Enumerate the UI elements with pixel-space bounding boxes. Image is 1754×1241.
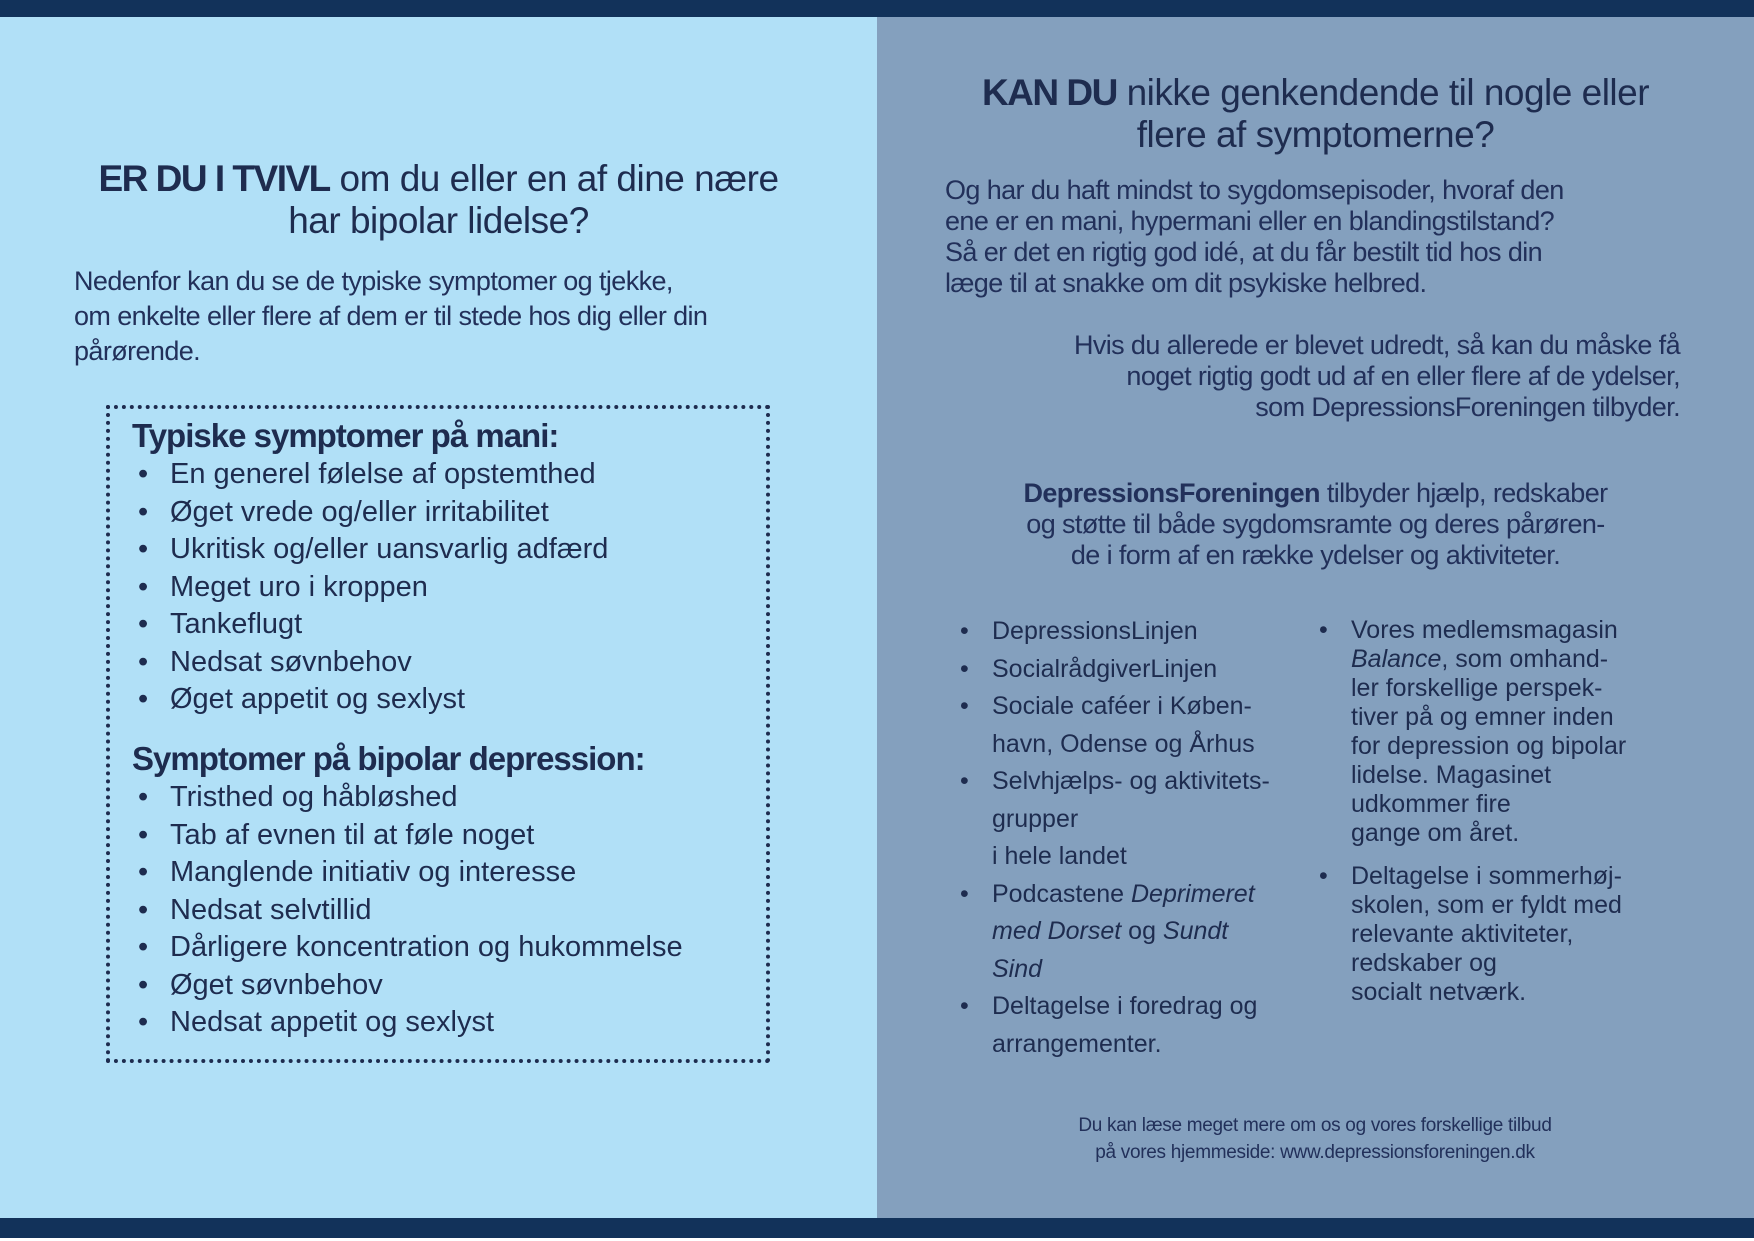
list-item-line: • Sociale caféer i Køben-	[992, 692, 1252, 720]
list-item	[958, 988, 1318, 1063]
list-item-line: lidelse. Magasinet	[1351, 761, 1552, 789]
list-item-line: havn, Odense og Århus	[992, 729, 1255, 758]
list-item: • Tab af evnen til at føle noget	[132, 817, 683, 855]
list-item-line: i hele landet	[992, 842, 1127, 870]
list-item: • SocialrådgiverLinjen	[958, 651, 1318, 689]
list-item-line: • Deltagelse i sommerhøj-	[1351, 862, 1622, 890]
top-border-bar	[0, 0, 1754, 17]
list-item-line: • Deltagelse i foredrag og	[992, 992, 1258, 1020]
paragraph-line: læge til at snakke om dit psykiske helbred.	[945, 268, 1427, 298]
list-item-line: gange om året.	[1351, 819, 1520, 847]
left-intro-line: pårørende.	[74, 336, 201, 366]
list-item-line: for depression og bipolar	[1351, 732, 1627, 760]
right-paragraph-2	[900, 330, 1680, 423]
left-intro-line: om enkelte eller flere af dem er til stede hos dig eller din	[74, 301, 708, 331]
list-item-line: grupper	[992, 804, 1079, 833]
list-item	[958, 688, 1318, 763]
list-item	[1317, 616, 1677, 848]
list-item-line	[1351, 645, 1677, 674]
paragraph-line	[917, 478, 1714, 509]
list-item: • Nedsat søvnbehov	[132, 644, 608, 682]
list-item-line	[992, 913, 1318, 951]
list-item-line	[992, 876, 1318, 914]
list-item	[1317, 862, 1677, 1007]
paragraph-line: Hvis du allerede er blevet udredt, så kan du måske få	[1073, 330, 1680, 360]
left-heading-line1	[40, 158, 837, 200]
list-item: • Meget uro i kroppen	[132, 569, 608, 607]
right-paragraph-1	[945, 175, 1725, 299]
left-heading	[40, 158, 837, 242]
list-item: • En generel følelse af opstemthed	[132, 456, 608, 494]
podcast-title: Sind	[992, 954, 1043, 983]
left-heading-bold: ER DU I TVIVL	[98, 158, 330, 199]
offers-list-column-1	[958, 613, 1318, 1063]
podcast-prefix: Podcastene	[992, 879, 1131, 908]
list-item-line: ler forskellige perspek-	[1351, 674, 1603, 702]
left-intro	[74, 264, 854, 369]
list-item: • Ukritisk og/eller uansvarlig adfærd	[132, 531, 608, 569]
list-item	[958, 876, 1318, 989]
list-item: • Øget appetit og sexlyst	[132, 681, 608, 719]
list-item-line: redskaber og	[1351, 949, 1497, 977]
list-item-line: skolen, som er fyldt med	[1351, 891, 1622, 919]
list-item-line: udkommer fire	[1351, 790, 1511, 818]
list-item: • Øget søvnbehov	[132, 967, 683, 1005]
list-item: • Nedsat appetit og sexlyst	[132, 1004, 683, 1042]
list-item-line: socialt netværk.	[1351, 978, 1527, 1006]
left-intro-line: Nedenfor kan du se de typiske symptomer og tjekke,	[74, 266, 673, 296]
paragraph-line: og støtte til både sygdomsramte og deres pårøren-	[1026, 509, 1605, 539]
right-heading-line1	[917, 72, 1714, 114]
mania-symptom-list	[132, 456, 608, 719]
list-item: • Nedsat selvtillid	[132, 892, 683, 930]
footer-note	[1000, 1112, 1630, 1166]
right-paragraph-3	[917, 478, 1714, 571]
footer-line: Du kan læse meget mere om os og vores forskellige tilbud	[1078, 1115, 1552, 1136]
right-heading-line2: flere af symptomerne?	[1136, 114, 1495, 155]
list-item: • Manglende initiativ og interesse	[132, 854, 683, 892]
list-item: • Tristhed og håbløshed	[132, 779, 683, 817]
list-item-line: relevante aktiviteter,	[1351, 920, 1574, 948]
list-item-line: arrangementer.	[992, 1029, 1162, 1058]
depression-symptom-list	[132, 779, 683, 1042]
list-item-line: tiver på og emner inden	[1351, 703, 1614, 731]
podcast-title: Deprimeret	[1131, 879, 1255, 908]
list-item: • Øget vrede og/eller irritabilitet	[132, 494, 608, 532]
right-heading-rest: nikke genkendende til nogle eller	[1116, 72, 1650, 113]
paragraph-line: som DepressionsForeningen tilbyder.	[1255, 392, 1680, 422]
list-item	[958, 763, 1318, 876]
left-heading-rest: om du eller en af dine nære	[329, 158, 779, 199]
podcast-connector: og	[1121, 917, 1163, 945]
list-item: • Dårligere koncentration og hukommelse	[132, 929, 683, 967]
offers-list-column-2	[1317, 616, 1677, 1021]
list-item: • Tankeflugt	[132, 606, 608, 644]
list-item-line: • Selvhjælps- og aktivitets-	[992, 767, 1270, 795]
podcast-title: med Dorset	[992, 917, 1122, 945]
mania-title: Typiske symptomer på mani:	[132, 417, 559, 454]
paragraph-line: noget rigtig godt ud af en eller flere af de ydelser,	[1126, 361, 1680, 391]
right-heading-bold: KAN DU	[981, 72, 1117, 113]
paragraph-line: de i form af en række ydelser og aktiviteter.	[1070, 540, 1561, 570]
paragraph-line-rest: tilbyder hjælp, redskaber	[1319, 478, 1608, 508]
paragraph-line: Så er det en rigtig god idé, at du får bestilt tid hos din	[945, 237, 1543, 267]
left-heading-line2: har bipolar lidelse?	[288, 200, 589, 241]
right-heading	[917, 72, 1714, 156]
list-item-line: • Vores medlemsmagasin	[1351, 616, 1618, 644]
footer-line: på vores hjemmeside: www.depressionsforeningen.dk	[1095, 1142, 1535, 1163]
paragraph-line: ene er en mani, hypermani eller en blandingstilstand?	[945, 206, 1555, 236]
list-item-line-rest: , som omhand-	[1441, 645, 1609, 673]
paragraph-line: Og har du haft mindst to sygdomsepisoder, hvoraf den	[945, 175, 1564, 205]
list-item: • DepressionsLinjen	[958, 613, 1318, 651]
depression-title: Symptomer på bipolar depression:	[132, 740, 645, 777]
magazine-title: Balance	[1351, 645, 1442, 673]
podcast-title: Sundt	[1162, 917, 1229, 945]
organisation-name: DepressionsForeningen	[1023, 478, 1320, 508]
